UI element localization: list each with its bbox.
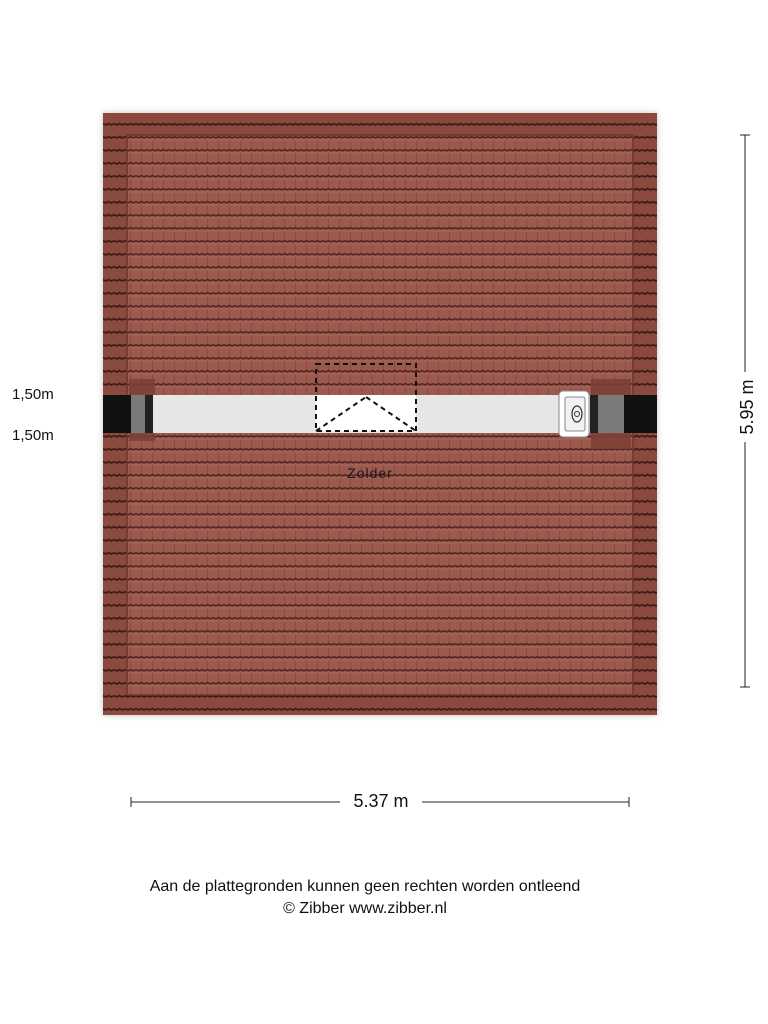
height-label-top: 1,50m [12, 386, 54, 403]
room-label: Zolder [347, 465, 393, 481]
height-label-bottom: 1,50m [12, 427, 54, 444]
boiler-icon [559, 391, 589, 437]
height-dimension-label: 5.95 m [738, 372, 756, 442]
right-window-dark [624, 395, 657, 433]
roof-plan [103, 113, 657, 715]
disclaimer-text: Aan de plattegronden kunnen geen rechten worden ontleend [149, 878, 581, 895]
left-window-dark [103, 395, 131, 433]
copyright-text: © Zibber www.zibber.nl [283, 900, 447, 917]
right-window-gray [598, 395, 624, 433]
left-window-gray [131, 395, 145, 433]
width-dimension-label: 5.37 m [340, 792, 422, 810]
